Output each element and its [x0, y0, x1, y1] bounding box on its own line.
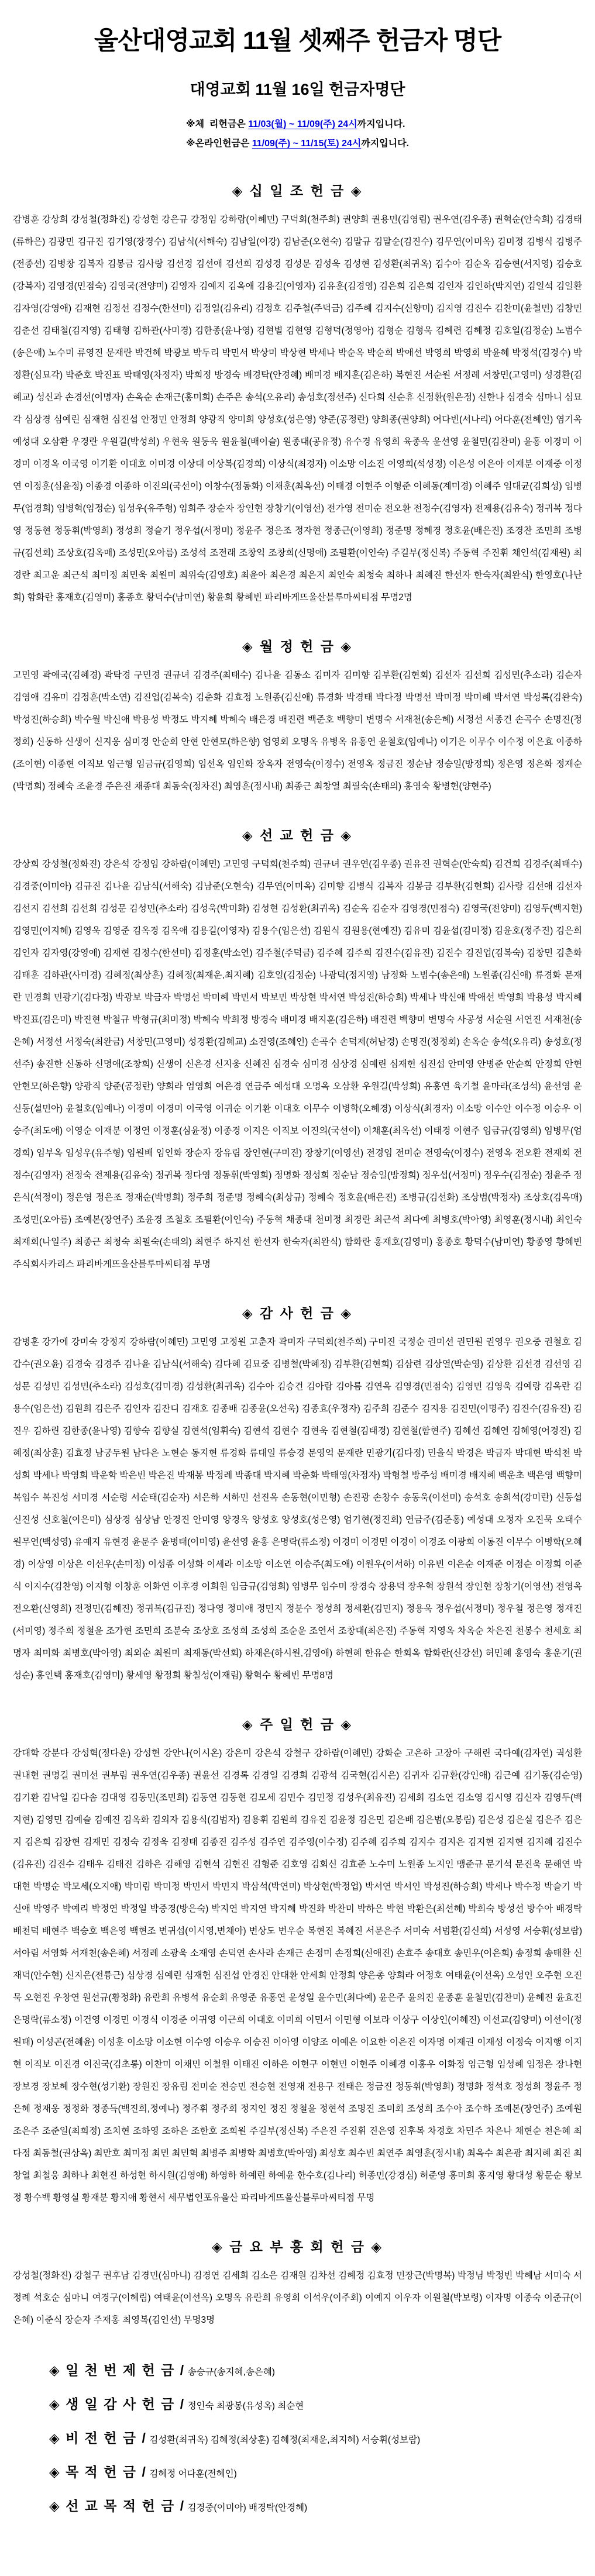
note-suffix: 까지입니다. — [357, 119, 405, 129]
section-vision-offering — [49, 2427, 582, 2451]
offline-deadline-note — [186, 115, 409, 134]
deadline-notes — [13, 115, 582, 153]
online-deadline-note — [186, 134, 409, 153]
donor-name-list: 강성철(정화진) 강철구 권후남 김경민(심마니) 김경연 김세희 김소은 김재원 김차선 김혜정 김효정 민장근(박명복) 박정님 박정빈 박혜남 서미숙 서정례 석호순 심마니 여경구(이혜림) 여태윤(이선옥) 오명옥 유란희 유영회 이석우(이주회) 이예지 이우자 이원철(박보령) 이자명 이종숙 이준규(이은혜) 이준식 장순자 주재홍 최영복(김인선) 무명3명 — [13, 2271, 582, 2325]
section-mission-purpose-offering — [49, 2495, 582, 2519]
section-birthday-thanks-offering — [49, 2394, 582, 2417]
donor-name-list: 고민영 곽애국(김혜경) 곽탁경 구민경 권규녀 김경주(최태수) 김나윤 김동소 김미자 김미향 김부환(김현회) 김선자 김선희 김성민(추소라) 김순자 김영애 김유미 김정훈(박소연) 김진업(김복숙) 김춘화 김효정 노원종(김신애) 류경화 박경태 박다정 박명선 박미정 박미혜 박서연 박성록(김완숙) 박성진(하승희) 박수월 박신애 박용성 박정도 박지혜 박혜숙 배은경 배진련 백준호 백향미 변명숙 서재천(송은혜) 서정선 서종건 손곡수 손명진(정정회) 신동하 신생이 신지웅 심미경 안순회 안현 안현모(하은향) 엄영회 오명옥 유병옥 유홍연 윤철호(임예나) 이기은 이무수 이수정 이은효 이종하(조이현) 이종현 이직보 임근형 임금규(김영희) 임선옥 임인화 장옥자 전영숙(이정수) 전영옥 정금진 정순남 정승일(방정희) 정은영 정은화 정재순(박명희) 정혜숙 조윤경 주은진 채종대 최동숙(정차진) 최영훈(정시내) 최종근 최창열 최필숙(손태의) 홍영숙 황병헌(양현주) — [13, 670, 582, 791]
bottom-section-title: ◈ 생 일 감 사 헌 금 / — [49, 2396, 185, 2412]
donor-name-list: 정인숙 최광봉(유성옥) 최순현 — [187, 2401, 304, 2411]
note-prefix: ※온라인헌금은 — [186, 139, 252, 149]
note-prefix: ※체 리헌금은 — [186, 119, 249, 129]
donor-name-list: 감병훈 강가에 강미숙 강정지 강하람(이혜민) 고민영 고정원 고춘자 곽미자 구덕회(천주희) 구미진 국정순 권미선 권민원 권영우 권오중 권철호 김갑수(권오윤) 김경숙 김경주 김나윤 김남식(서해숙) 김다혜 김묘중 김병철(박혜정) 김부환(김현희) 김삼련 김상열(박순영) 김상환 김선경 김선영 김성문 김성민 김성민(추소라) 김성호(김미경) 김성환(최귀옥) 김수아 김승건 김아람 김아름 김연옥 김영경(민점숙) 김영민 김영욱 김예랑 김옥란 김용수(임은선) 김원희 김은주 김인자 김잔디 김재호 김종배 김종윤(오선욱) 김종효(우정자) 김주희 김준수 김지용 김진민(이명주) 김진수(김유진) 김진우 김하린 김한종(윤나영) 김향숙 김향실 김현석(임휘숙) 김현석 김현수 김현욱 김현철(김태경) 김현철(함현주) 김혜선 김혜연 김혜영(어경진) 김혜정(최상훈) 김효정 남궁두원 남다은 노현순 동지현 류경화 류대일 류승경 문영억 문재란 민광기(김다정) 민을식 박경은 박금자 박대현 박석천 박성희 박세나 박영희 박운학 박은빈 박은진 박재봉 박정례 박종대 박지혜 박춘화 박태영(차정자) 박형철 방주성 배미경 배지혜 백운초 백은영 백향미 복임수 복진성 서미경 서순령 서순태(김순자) 서은하 서하민 선진옥 손동현(이민형) 손진광 손창수 송동욱(이선미) 송석호 송희석(강미란) 신동섭 신진성 신호철(이은미) 심상경 심상남 안경진 안미영 양경옥 양성호 양성호(성은영) 엄기현(정진회) 연금주(김준홍) 예성대 오정자 오진묵 오태수 원무연(백성영) 유예지 유현경 윤문주 윤병태(이미영) 윤선영 윤홍 은명락(류소정) 이경미 이경민 이경이 이경조 이광희 이동진 이무수 이병학(오혜경) 이상영 이상은 이선우(손미정) 이성종 이성화 이세라 이소망 이소연 이승주(최도애) 이원우(이서하) 이유빈 이은순 이재준 이정순 이정희 이준식 이지수(김찬영) 이지형 이창훈 이화연 이후경 이희원 임금규(김영희) 임병무 임수미 장경숙 장용덕 장우혁 장원석 장인현 장창기(이영선) 전영옥 전오환(신영희) 전정민(김혜진) 정귀복(김규진) 정다영 정미애 정민지 정분수 정성희 정세환(김민지) 정용욱 정우섭(서정미) 정우철 정은영 정재진(서미영) 정주희 정철윤 조가현 조민희 조분숙 조상호 조성희 조성희 조순운 조연서 조창대(최은진) 주동혁 지영옥 차옥순 차은진 천봉수 천세호 최명자 최미화 최병호(박아영) 최외순 최원미 최재동(박선회) 하채은(하시원,김영애) 하현혜 한유순 한회옥 함화란(신강선) 허민혜 홍영숙 홍운기(권성순) 홍인택 홍재호(김영미) 황세영 황정희 황칠성(이재림) 황혁수 황혜빈 무명8명 — [13, 1337, 582, 1680]
bottom-section-title: ◈ 비 전 헌 금 / — [49, 2430, 147, 2446]
note-suffix: 까지입니다. — [361, 139, 409, 149]
section-title: ◈ 감 사 헌 금 ◈ — [242, 1306, 353, 1321]
bottom-section-title: ◈ 선 교 목 적 헌 금 / — [49, 2498, 185, 2513]
offline-deadline-range: 11/03(월) ~ 11/09(주) 24시 — [248, 119, 357, 129]
section-title: ◈ 월 정 헌 금 ◈ — [242, 639, 353, 654]
bottom-section-title: ◈ 목 적 헌 금 / — [49, 2464, 147, 2479]
section-mission-offering — [13, 825, 582, 1276]
donor-name-list: 김경중(이미아) 배경탁(안경혜) — [187, 2503, 308, 2513]
donor-name-list: 감병훈 강상희 강성철(정화진) 강성현 강은규 강정임 강하람(이혜민) 구덕회(천주희) 권양희 권용민(김영림) 권우연(김우종) 권혁순(안숙희) 김경태(류하은) 김광민 김규진 김기영(장경수) 김남식(서해숙) 김남일(이강) 김남준(오현숙) 김말규 김말순(김진수) 김무연(이미옥) 김미정 김병식 김병주(전종선) 김병창 김복자 김봉금 김사랑 김선경 김선애 김선희 김성경 김성문 김성욱 김성현 김성환(최귀옥) 김수아 김순옥 김승현(서지영) 김승호(강복자) 김영경(민점숙) 김영국(전양미) 김영자 김예지 김옥애 김용길(이영자) 김유훈(김경영) 김은희 김은희 김인자 김인하(박지연) 김일석 김일환 김자영(강영애) 김재현 김정선 김정수(한선미) 김정일(김유리) 김정호 김주철(주덕금) 김주혜 김지수(신향미) 김지영 김진수 김찬미(윤철민) 김창민 김춘선 김태철(김지영) 김태형 김하관(사미경) 김한종(윤나영) 김현별 김현영 김형덕(정영아) 김형순 김형욱 김혜련 김혜정 김호일(김정순) 노범수(송은애) 노수미 류영진 문재란 박건혜 박광보 박두리 박민서 박상미 박상현 박세나 박순옥 박순희 박애선 박영희 박영회 박윤혜 박정석(김경수) 박정환(심묘각) 박준호 박진표 박태영(차정자) 박희정 방경숙 배경탁(안경혜) 배미경 배지훈(김은하) 복현진 서순원 서정례 서창민(고영미) 성경환(김혜교) 성신과 손경선(이명자) 손옥순 손재근(홍미희) 손주은 송석(오유리) 송성호(정선주) 신다희 신순휴 신정환(원은정) 신한나 심경숙 심마니 심묘각 심상경 심예린 심재헌 심진섭 안정민 안정희 양광직 양미희 양성호(성은영) 양준(공정란) 양희종(권양희) 어다빈(서나리) 어다훈(전혜인) 염기옥 예성대 오삼환 우경란 우원길(박성희) 우현욱 원동욱 원윤철(배이슬) 원종대(공유정) 유수경 유영희 육종욱 윤선영 윤철민(김찬미) 윤홍 이경미 이경미 이경옥 이국영 이기환 이대호 이미경 이상대 이상복(김경희) 이상식(최경자) 이소망 이소진 이영희(석성정) 이은성 이은아 이재분 이재중 이정연 이정훈(심윤정) 이종경 이종하 이진의(국선이) 이창수(정동화) 이채훈(최옥선) 이태경 이현주 이형준 이혜동(계미경) 이혜주 임대균(김희성) 임병무(엄경희) 임병혁(임정순) 임성우(유주형) 임희주 장순자 장인현 장창기(이영선) 전가영 전미순 전오환 전정수(김영자) 전제용(김유숙) 정귀복 정다영 정동현 정동휘(박영희) 정성희 정슬기 정우섭(서정미) 정윤주 정은조 정자현 정종근(이영희) 정준명 정혜경 정호윤(배은진) 조경찬 조민희 조병규(김선회) 조상호(김옥매) 조성민(오아름) 조성석 조전래 조창익 조창희(신명애) 조필환(이인숙) 주길부(정신복) 주동혁 주진휘 채인석(김재원) 최경란 최고운 최근석 최미정 최민욱 최원미 최위숙(김영호) 최윤아 최은경 최은지 최인숙 최청숙 최하나 최혜진 한선자 한숙자(최완식) 한영호(나난희) 함화란 홍재호(김영미) 홍종호 황덕수(남미연) 황윤희 황혜빈 파리바게뜨울산블루마씨티점 무명2명 — [13, 215, 582, 602]
section-title: ◈ 주 일 헌 금 ◈ — [242, 1717, 353, 1732]
donor-name-list: 강대학 강분다 강성혁(정다운) 강성현 강안나(이시온) 강은미 강은석 강철구 강하람(이혜민) 강화순 고은하 고장아 구해린 국다예(김자연) 궉성환 권내현 권명길 권미선 권부림 권우연(김우종) 권윤선 김경록 김경일 김경희 김광석 김국현(김시은) 김귀자 김규환(강인애) 김근예 김기동(김순영) 김기환 김낙일 김다솜 김대영 김동민(조민희) 김동연 김동현 김모세 김민수 김민정 김성우(최유진) 김세회 김소연 김소영 김시영 김신자 김영두(백지현) 김영민 김예슬 김예진 김옥화 김외자 김용식(김범자) 김용휘 김원희 김유진 김윤정 김은민 김은배 김은범(오봉림) 김은성 김은실 김은주 김은지 김은희 김장현 김재민 김정숙 김정욱 김정태 김종진 김주성 김주연 김주영(이수정) 김주혜 김주희 김지수 김지은 김지현 김지현 김지혜 김진수(김유진) 김진수 김태우 김태진 김하은 김해영 김현석 김현진 김형준 김호영 김회신 김효준 노수미 노원종 노지인 맹준규 문기석 문진욱 문해연 박대현 박명순 박모세(오지애) 박미림 박미정 박민서 박민지 박삼석(박연미) 박상현(박정업) 박서연 박서인 박성진(하승희) 박세나 박수정 박슬기 박신애 박영주 박예리 박정연 박정일 박중경(방은숙) 박지연 박지연 박지혜 박진화 박찬미 박하은 박현 박환은(최선혜) 박희숙 방성선 방수아 배경탁 배천덕 배현주 백승호 백은영 백현조 변귀섭(이시영,변채아) 변상도 변우순 복현진 복혜진 서문은주 서미숙 서범환(김신희) 서성영 서승휘(성보람) 서아림 서영화 서재천(송은혜) 서정례 소광욱 소재영 손덕연 손사라 손재근 손정미 손정희(신애진) 손효주 송대호 송민우(이은희) 송정희 송태환 신재덕(안수현) 신지은(전륭근) 심상경 심예린 심재헌 심진섭 안경진 안대환 안세희 안정희 양은총 양희라 어정호 여태윤(이선옥) 오성인 오주현 오진묵 오현진 우창연 원선규(황정화) 유란희 유병석 유순회 유영준 유홍연 윤성일 윤수민(최다예) 윤은주 윤의진 윤종훈 윤철민(김찬미) 윤혜진 윤효진 은명락(류소정) 이건영 이경민 이경식 이경준 이귀영 이근희 이대호 이미희 이민서 이민형 이보라 이상구 이상인(이혜진) 이선교(김양미) 이선이(정원태) 이성곤(전혜윤) 이성훈 이소망 이소현 이수영 이승우 이승진 이아영 이양조 이예은 이요한 이은진 이자명 이재권 이재성 이정숙 이지행 이지현 이직보 이진경 이진국(김초롱) 이찬미 이채민 이철원 이태진 이하은 이현구 이현민 이현주 이혜경 이홍우 이화정 임근형 임성혜 임정은 장나현 장보경 장보혜 장수현(성기환) 장원진 장유림 전미순 전승민 전승현 전영재 전용구 전태은 정금진 정동휘(박영희) 정명화 정석호 정성희 정윤주 정은혜 정재웅 정정화 정종득(백진희,정예나) 정주휘 정주회 정지인 정진 정철윤 정현석 조명진 조미회 조성희 조수아 조수하 조예본(장연주) 조예원 조은주 조준일(최희정) 조치현 조하영 조하은 조한호 조희원 주길부(정신복) 주은진 주진휘 진은영 진후복 차경호 차민주 차은나 채현순 천은혜 최다정 최동철(권상옥) 최만호 최미정 최민 최민혁 최병주 최병학 최병호(박아영) 최성호 최수빈 최연주 최영훈(정시내) 최옥수 최은광 최지혜 최진 최창열 최철웅 최하나 최현진 하성현 하시원(김영애) 하영하 하예린 하예윤 한수호(김나리) 허종민(강경심) 허준영 홍미희 홍지영 황대성 황문순 황보정 황수백 황영실 황재분 황지애 황현서 세무법인포유울산 파리바게뜨울산블루마씨티점 무명 — [13, 1748, 582, 2203]
section-thanksgiving-offering — [13, 1303, 582, 1687]
section-title: ◈ 십 일 조 헌 금 ◈ — [232, 183, 363, 198]
section-monthly-offering — [13, 636, 582, 798]
section-title: ◈ 선 교 헌 금 ◈ — [242, 828, 353, 843]
donor-name-list: 김성환(최귀옥) 김혜정(최상훈) 김혜정(최재운,최지혜) 서승휘(성보람) — [149, 2435, 421, 2445]
section-purpose-offering — [49, 2461, 582, 2485]
special-offering-list — [13, 2360, 582, 2519]
section-thousand-burnt-offering — [49, 2360, 582, 2383]
section-title: ◈ 금 요 부 흥 회 헌 금 ◈ — [211, 2239, 384, 2254]
section-sunday-offering — [13, 1714, 582, 2209]
donor-name-list: 김혜정 어다훈(전혜인) — [149, 2469, 237, 2479]
donor-name-list: 송승규(송지혜,송은혜) — [187, 2367, 275, 2377]
bottom-section-title: ◈ 일 천 번 제 헌 금 / — [49, 2363, 185, 2378]
section-friday-revival-offering — [13, 2236, 582, 2332]
donor-name-list: 강상희 강성철(정화진) 강은석 강정임 강하람(이혜민) 고민영 구덕회(천주희) 권규녀 권우연(김우종) 권유진 권혁순(안숙희) 김건희 김경주(최태수) 김경중(이미아) 김규진 김나윤 김남식(서해숙) 김남준(오현숙) 김무연(이미옥) 김미향 김병식 김복자 김봉금 김부환(김현희) 김사랑 김선애 김선자 김선지 김선희 김선희 김성문 김성민(추소라) 김성욱(박미화) 김성현 김성환(최귀옥) 김순옥 김순자 김영경(민점숙) 김영국(전양미) 김영두(백지현) 김영민(이지혜) 김영욱 김영준 김옥경 김옥애 김용길(이영자) 김용수(임은선) 김원식 김원용(현예진) 김유미 김윤섭(김미정) 김윤호(정주진) 김은희 김인자 김자영(강영애) 김재현 김정수(한선미) 김정훈(박소연) 김주철(주덕금) 김주혜 김주희 김진수(김유진) 김진수 김진업(김복숙) 김창민 김춘화 김태훈 김하관(사미경) 김혜정(최상훈) 김혜정(최재운,최지혜) 김호일(김정순) 나광덕(정지영) 남정화 노범수(송은애) 노원종(김신애) 류경화 문재란 민경희 민광기(김다정) 박광보 박금자 박명선 박미혜 박민서 박보민 박상현 박서연 박성진(하승희) 박세나 박신애 박애선 박영희 박용성 박지혜 박진표(김은미) 박진현 박철규 박형규(최미정) 박혜숙 박희정 방경숙 배미경 배지훈(김은하) 배진련 백향미 변명숙 사공성 서순원 서연진 서재천(송은혜) 서정선 서정숙(최완금) 서창민(고영미) 성경환(김혜교) 소진영(조혜인) 손곡수 손덕제(허남경) 손명진(정정회) 손옥순 송석(오유리) 송성호(정선주) 송진한 신동하 신명애(조창희) 신생이 신은경 신지웅 신혜진 심경숙 심미경 심상경 심예린 심재헌 심진섭 안미영 안병준 안순희 안정희 안현 안현모(하은향) 양광직 양준(공정란) 양희라 엄영희 여은경 연금주 예성대 오명옥 오삼환 우원길(박성희) 유홍연 육기철 윤마라(조성석) 윤선영 윤신동(설민아) 윤철호(임예나) 이경미 이경미 이국영 이귀순 이기환 이대호 이무수 이병학(오혜경) 이상식(최경자) 이소망 이수안 이수정 이승우 이승주(최도애) 이영순 이재분 이정연 이정훈(심윤정) 이종경 이지은 이직보 이진의(국선이) 이채훈(최옥선) 이태경 이현주 임금규(김영희) 임병무(엄경희) 임부옥 임성우(유주형) 임원배 임인화 장순자 장유림 장인현(구미진) 장창기(이영선) 전경임 전미순 전영숙(이정수) 전영옥 전오환 전재회 전정수(김영자) 전정숙 전제용(김유숙) 정귀복 정다영 정동휘(박영희) 정명화 정성희 정순남 정승일(방정희) 정우섭(서정미) 정우수(김정순) 정윤주 정은식(석정이) 정은영 정은조 정재순(박명희) 정주희 정준명 정혜숙(최상규) 정혜숙 정호윤(배은진) 조병규(김선화) 조상범(박정자) 조상호(김옥매) 조성민(오아름) 조예본(장연주) 조윤경 조철호 조필환(이인숙) 주동혁 채종대 천미정 최경란 최근석 최다예 최병호(박아영) 최영훈(정시내) 최인숙 최재회(나일주) 최종근 최청숙 최필숙(손태의) 최현주 하지선 한선자 한숙자(최완식) 함화란 홍재호(김영미) 홍종호 황덕수(남미연) 황종영 황혜빈 주식회사카리스 파리바게뜨울산블루마씨티점 무명 — [13, 859, 582, 1269]
section-tithe-offering — [13, 180, 582, 609]
page-subtitle: 대영교회 11월 16일 헌금자명단 — [190, 81, 405, 98]
page-title: 울산대영교회 11월 셋째주 헌금자 명단 — [94, 27, 501, 55]
online-deadline-range: 11/09(주) ~ 11/15(토) 24시 — [252, 139, 362, 149]
